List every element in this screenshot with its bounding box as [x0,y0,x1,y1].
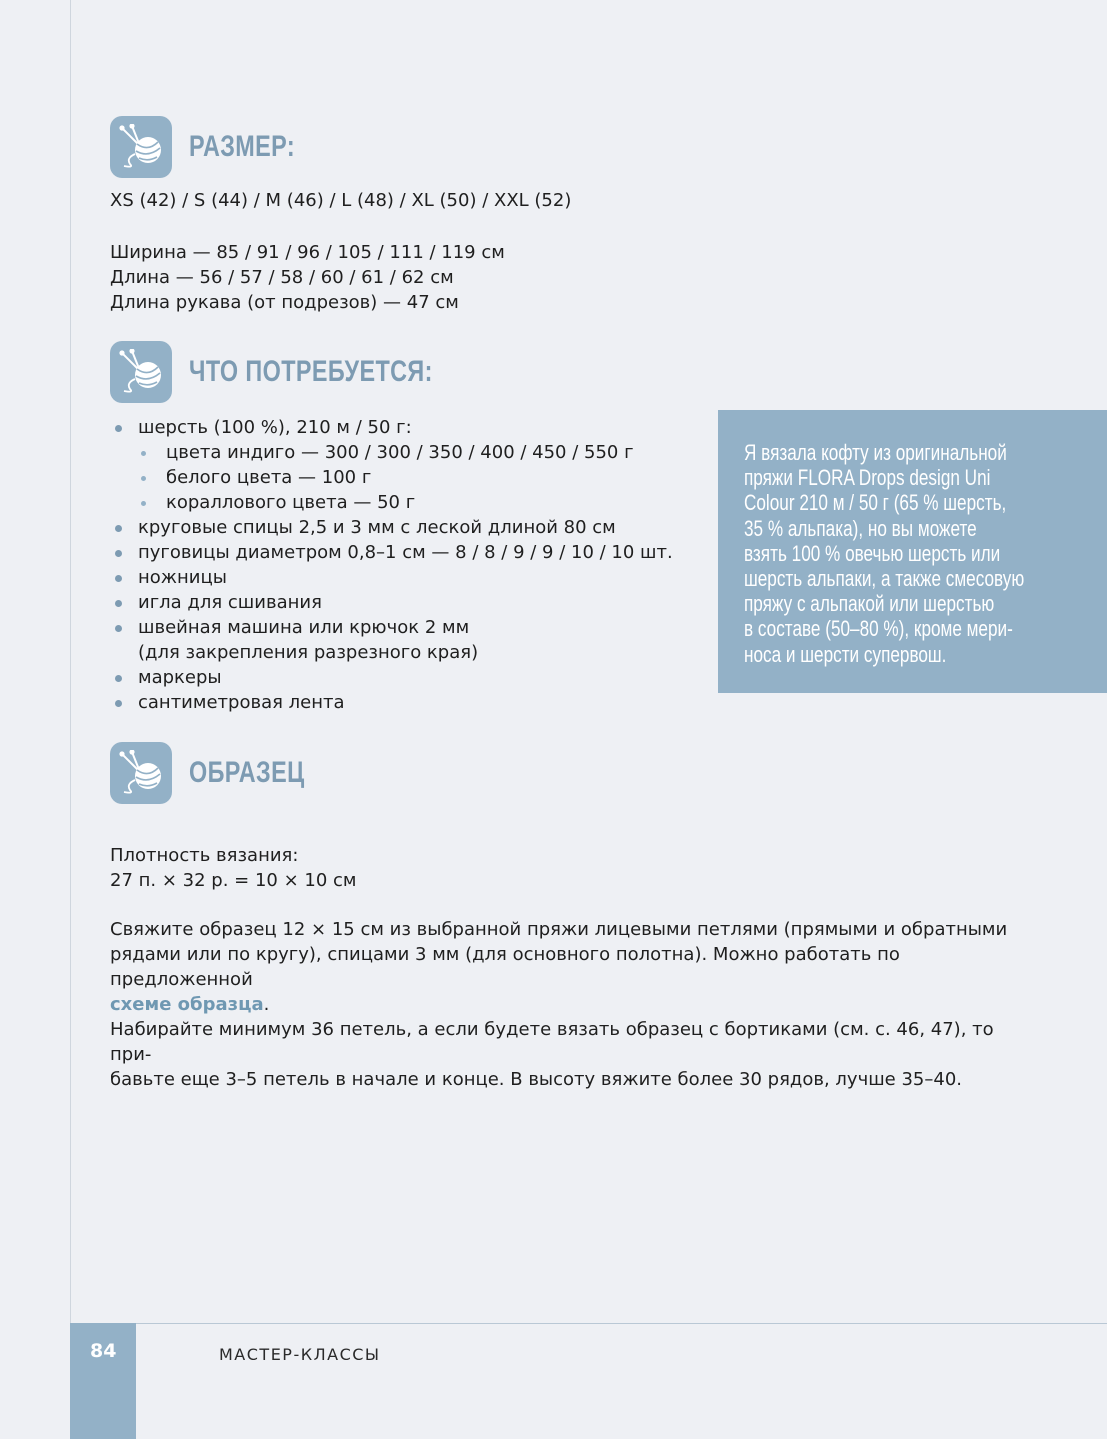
note-line: носа и шерсти супервош. [744,641,947,667]
measurements [110,240,505,315]
sample-instructions [110,917,1030,1017]
markers-item: маркеры [138,667,222,688]
list-item [110,415,673,515]
page-number: 84 [90,1340,117,1362]
machine-note: (для закрепления разрезного края) [138,642,479,663]
buttons-item: пуговицы диаметром 0,8–1 см — 8 / 8 / 9 / 9 / 10 / 10 шт. [138,542,673,563]
cast-on-instructions [110,1017,1030,1092]
color-white: белого цвета — 100 г [166,467,372,488]
list-item [110,540,673,565]
needles-item: круговые спицы 2,5 и 3 мм с леской длиной 80 см [138,517,616,538]
bullet-icon [115,625,122,632]
scissors-item: ножницы [138,567,227,588]
paragraph-line [110,992,1030,1017]
bullet-icon [115,675,122,682]
sleeve-line: Длина рукава (от подрезов) — 47 см [110,292,459,313]
note-line: Я вязала кофту из оригинальной [744,440,1007,465]
wool-label: шерсть (100 %), 210 м / 50 г: [138,417,412,438]
size-section-header [110,116,325,178]
color-coral: кораллового цвета — 50 г [166,492,416,513]
yarn-ball-icon [110,742,172,804]
footer-divider [70,1323,1107,1324]
note-text [744,440,1087,667]
materials-section-header [110,341,502,403]
yarn-ball-icon [110,116,172,178]
note-line: в составе (50–80 %), кроме мери- [744,616,1013,642]
list-item [138,490,673,515]
materials-list [110,415,673,715]
length-line: Длина — 56 / 57 / 58 / 60 / 61 / 62 см [110,267,454,288]
bullet-icon [141,476,146,481]
bullet-icon [141,501,146,506]
page-margin-line [70,0,71,1439]
paragraph-line: Свяжите образец 12 × 15 см из выбранной пряжи лицевыми петлями (прямыми и обратными [110,919,1008,940]
note-line: 35 % альпака), но вы можете [744,515,977,541]
sample-section-header [110,742,337,804]
materials-title: ЧТО ПОТРЕБУЕТСЯ: [189,355,433,388]
paragraph-line: рядами или по кругу), спицами 3 мм (для основного полотна). Можно работать по предложенной [110,944,900,990]
sample-title: ОБРАЗЕЦ [189,756,305,789]
bullet-icon [115,575,122,582]
note-line: пряжу с альпакой или шерстью [744,591,995,617]
note-line: пряжи FLORA Drops design Uni [744,465,991,491]
gauge-label: Плотность вязания: [110,845,299,866]
size-title: РАЗМЕР: [189,130,296,163]
sample-scheme-link[interactable]: схеме образца [110,994,264,1015]
size-list: XS (42) / S (44) / M (46) / L (48) / XL (50) / XXL (52) [110,190,572,211]
width-line: Ширина — 85 / 91 / 96 / 105 / 111 / 119 см [110,242,505,263]
sewing-needle-item: игла для сшивания [138,592,322,613]
link-punctuation: . [263,994,270,1015]
bullet-icon [115,525,122,532]
list-item [110,590,673,615]
bullet-icon [115,550,122,557]
bullet-icon [115,600,122,607]
list-item [110,515,673,540]
note-line: Colour 210 м / 50 г (65 % шерсть, [744,490,1007,516]
list-item [110,615,673,665]
list-item [110,665,673,690]
color-sublist [138,440,673,515]
paragraph-line: бавьте еще 3–5 петель в начале и конце. В высоту вяжите более 30 рядов, лучше 35–40. [110,1069,963,1090]
machine-item: швейная машина или крючок 2 мм [138,617,470,638]
note-line: взять 100 % овечью шерсть или [744,540,1001,566]
chapter-title: МАСТЕР-КЛАССЫ [219,1345,381,1364]
list-item [138,465,673,490]
list-item [110,565,673,590]
list-item [138,440,673,465]
gauge-block [110,843,356,893]
paragraph-line: Набирайте минимум 36 петель, а если будете вязать образец с бортиками (см. с. 46, 47), то при- [110,1019,994,1065]
tape-measure-item: сантиметровая лента [138,692,345,713]
note-box [718,410,1107,693]
bullet-icon [115,425,122,432]
list-item [110,690,673,715]
color-indigo: цвета индиго — 300 / 300 / 350 / 400 / 450 / 550 г [166,442,634,463]
bullet-icon [141,451,146,456]
bullet-icon [115,700,122,707]
yarn-ball-icon [110,341,172,403]
gauge-value: 27 п. × 32 р. = 10 × 10 см [110,870,357,891]
note-line: шерсть альпаки, а также смесовую [744,566,1025,592]
